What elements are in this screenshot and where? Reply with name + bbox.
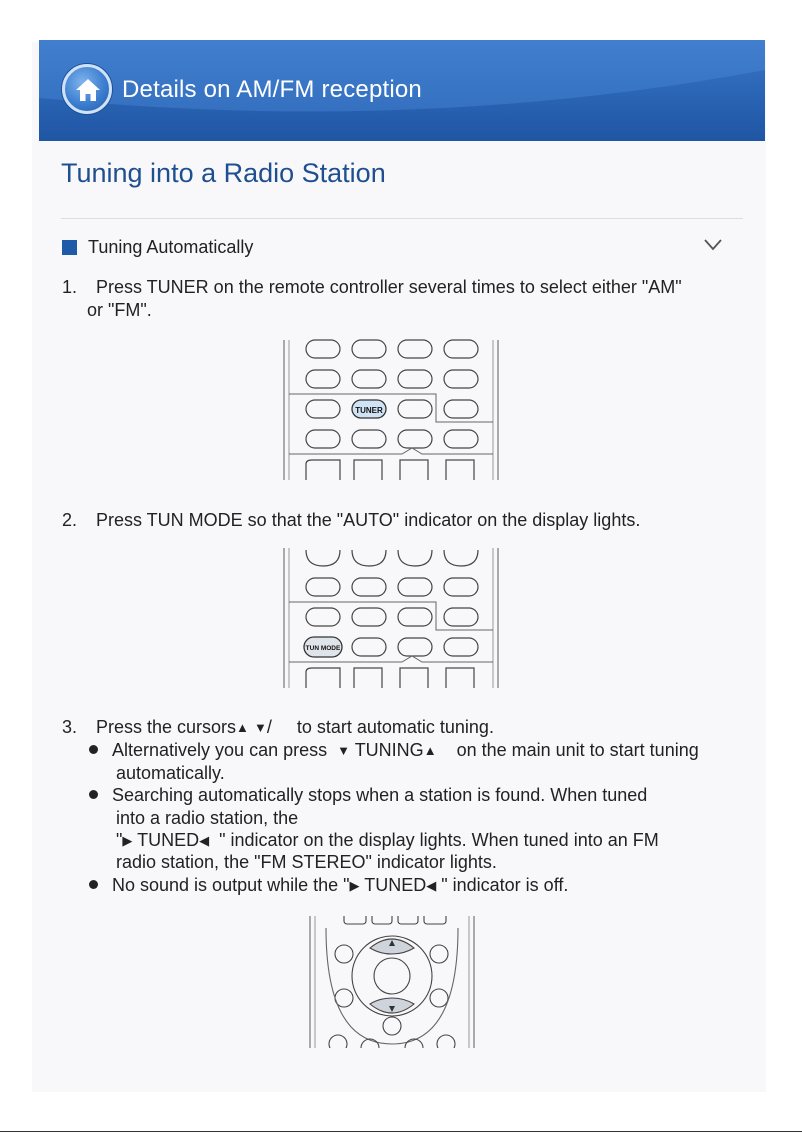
- chevron-down-icon[interactable]: [703, 238, 723, 252]
- section-marker-icon: [62, 240, 77, 255]
- tuning-down-icon: ▼: [337, 743, 350, 758]
- step-text-continued: or "FM".: [87, 300, 152, 320]
- bullet-text: No sound is output while the "▶ TUNED◀ " indicator is off.: [112, 874, 568, 898]
- tuned-left-arrow-icon: ◀: [199, 833, 210, 848]
- step-number: 2.: [62, 510, 78, 530]
- tuned-right-arrow-icon: ▶: [122, 833, 133, 848]
- bullet-text-continued: radio station, the "FM STEREO" indicator lights.: [116, 852, 497, 872]
- page-title: Tuning into a Radio Station: [61, 158, 386, 188]
- tun-mode-button-label: TUN MODE: [305, 645, 341, 652]
- header-title: Details on AM/FM reception: [122, 76, 422, 103]
- tuned-right-arrow-icon: ▶: [349, 878, 360, 893]
- cursor-down-icon: ▼: [253, 720, 267, 735]
- remote-illustration-cursor-pad: [308, 916, 476, 1048]
- home-icon: [74, 76, 102, 104]
- bullet-icon: [89, 790, 98, 799]
- step-text: Press TUNER on the remote controller several times to select either "AM": [96, 277, 682, 297]
- bullet-text-continued: into a radio station, the: [116, 808, 299, 828]
- step-number: 1.: [62, 277, 78, 297]
- tuner-button-label: TUNER: [355, 406, 383, 415]
- home-button[interactable]: [62, 64, 112, 114]
- step-text: Press the cursors▲ ▼/ to start automatic tuning.: [96, 717, 494, 737]
- section-title[interactable]: Tuning Automatically: [88, 237, 254, 257]
- page-bottom-border: [0, 1131, 802, 1132]
- bullet-icon: [89, 880, 98, 889]
- bullet-text: Alternatively you can press ▼ TUNING▲ on the main unit to start tuning: [112, 739, 752, 763]
- bullet-icon: [89, 745, 98, 754]
- step-number: 3.: [62, 717, 78, 737]
- tuned-left-arrow-icon: ◀: [426, 878, 437, 893]
- bullet-text-continued: automatically.: [116, 763, 225, 783]
- remote-illustration-tuner: [282, 338, 500, 480]
- bullet-text-continued: "▶ TUNED◀ " indicator on the display lights. When tuned into an FM: [116, 829, 659, 853]
- remote-illustration-tun-mode: [282, 548, 500, 688]
- tuning-up-icon: ▲: [423, 743, 437, 758]
- step-text: Press TUN MODE so that the "AUTO" indicator on the display lights.: [96, 510, 641, 530]
- cursor-up-icon: ▲: [236, 720, 249, 735]
- divider: [61, 218, 743, 219]
- bullet-text: Searching automatically stops when a station is found. When tuned: [112, 785, 648, 805]
